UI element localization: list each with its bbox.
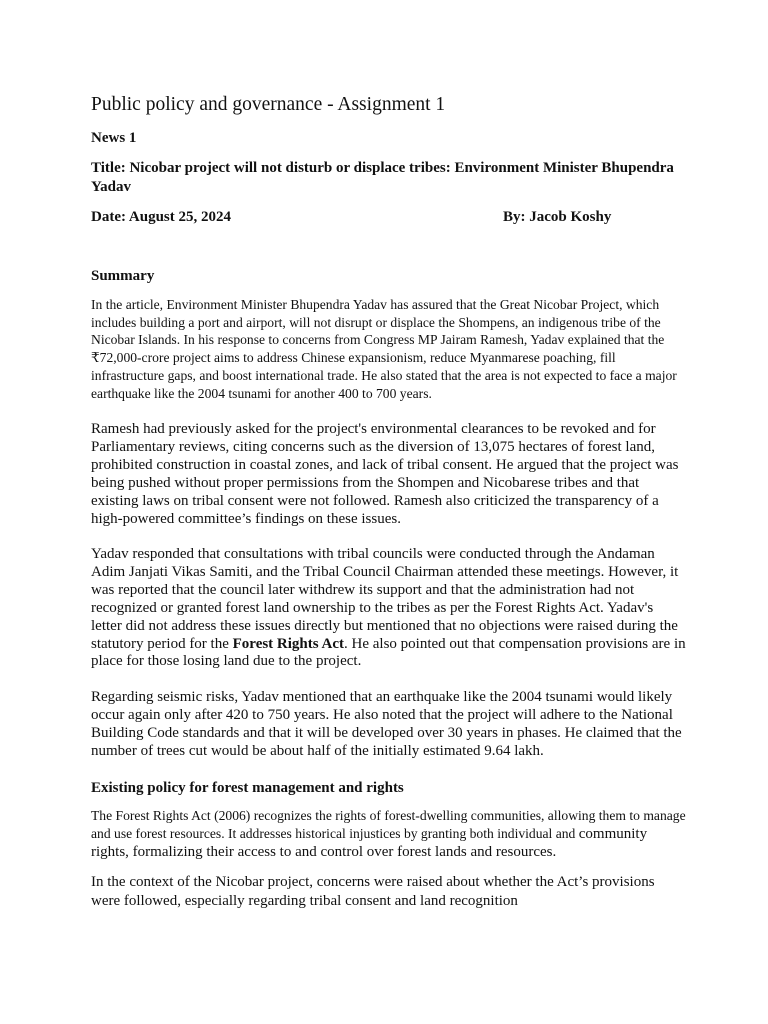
article-title: Title: Nicobar project will not disturb or displace tribes: Environment Minister Bhupendra Yadav xyxy=(91,160,674,195)
date-author-line xyxy=(91,208,687,226)
forest-rights-act-emphasis: Forest Rights Act xyxy=(232,635,345,652)
forest-rights-policy-paragraph xyxy=(91,807,687,862)
news-label: News 1 xyxy=(91,130,137,146)
yadav-response-text-1: Yadav responded that consultations with tribal councils were conducted through the Andaman Adim Janjati Vikas Samiti, and the Tribal Council Chairman attended these meetings. However, it was reported that the council later withdrew its support and that the administration had not recognized or granted forest land ownership to the tribes as per the Forest Rights Act. Yadav's letter did not address these issues directly but mentioned that no objections were raised during the statutory period for the xyxy=(91,546,679,652)
yadav-response-paragraph xyxy=(91,546,687,671)
summary-heading: Summary xyxy=(91,268,155,284)
seismic-risk-paragraph: Regarding seismic risks, Yadav mentioned that an earthquake like the 2004 tsunami would likely occur again only after 420 to 750 years. He also noted that the project will adhere to the National Building Code standards and that it will be developed over 30 years in phases. He claimed that the number of trees cut would be about half of the initially estimated 9.64 lakh. xyxy=(91,689,682,759)
policy-text-1: The Forest Rights Act (2006) recognizes the rights of forest-dwelling communities, allowing them to manage and use forest resources. It addresses historical injustices by granting both individual and xyxy=(91,808,686,841)
document-title: Public policy and governance - Assignment 1 xyxy=(91,94,446,115)
ramesh-paragraph: Ramesh had previously asked for the project's environmental clearances to be revoked and for Parliamentary reviews, citing concerns such as the diversion of 13,075 hectares of forest land, prohibited construction in coastal zones, and lack of tribal consent. He argued that the project was being pushed without proper permissions from the Shompen and Nicobarese tribes and that existing laws on tribal consent were not followed. Ramesh also criticized the transparency of a high-powered committee’s findings on these issues. xyxy=(91,421,679,527)
nicobar-context-paragraph: In the context of the Nicobar project, concerns were raised about whether the Act’s provisions were followed, especially regarding tribal consent and land recognition xyxy=(91,874,655,909)
article-author: By: Jacob Koshy xyxy=(503,209,612,225)
article-date: Date: August 25, 2024 xyxy=(91,209,232,225)
yadav-response-text-2: . He also pointed out that compensation provisions are in place for those losing land due to the project. xyxy=(91,635,686,670)
policy-heading: Existing policy for forest management and rights xyxy=(91,780,404,796)
policy-text-2: community rights, formalizing their access to and control over forest lands and resources. xyxy=(91,825,648,860)
summary-paragraph: In the article, Environment Minister Bhupendra Yadav has assured that the Great Nicobar Project, which includes building a port and airport, will not disrupt or displace the Shompens, an indigenous tribe of the Nicobar Islands. In his response to concerns from Congress MP Jairam Ramesh, Yadav explained that the ₹72,000-crore project aims to address Chinese expansionism, reduce Myanmarese poaching, fill infrastructure gaps, and boost international trade. He also stated that the area is not expected to face a major earthquake like the 2004 tsunami for another 400 to 700 years. xyxy=(91,297,677,401)
